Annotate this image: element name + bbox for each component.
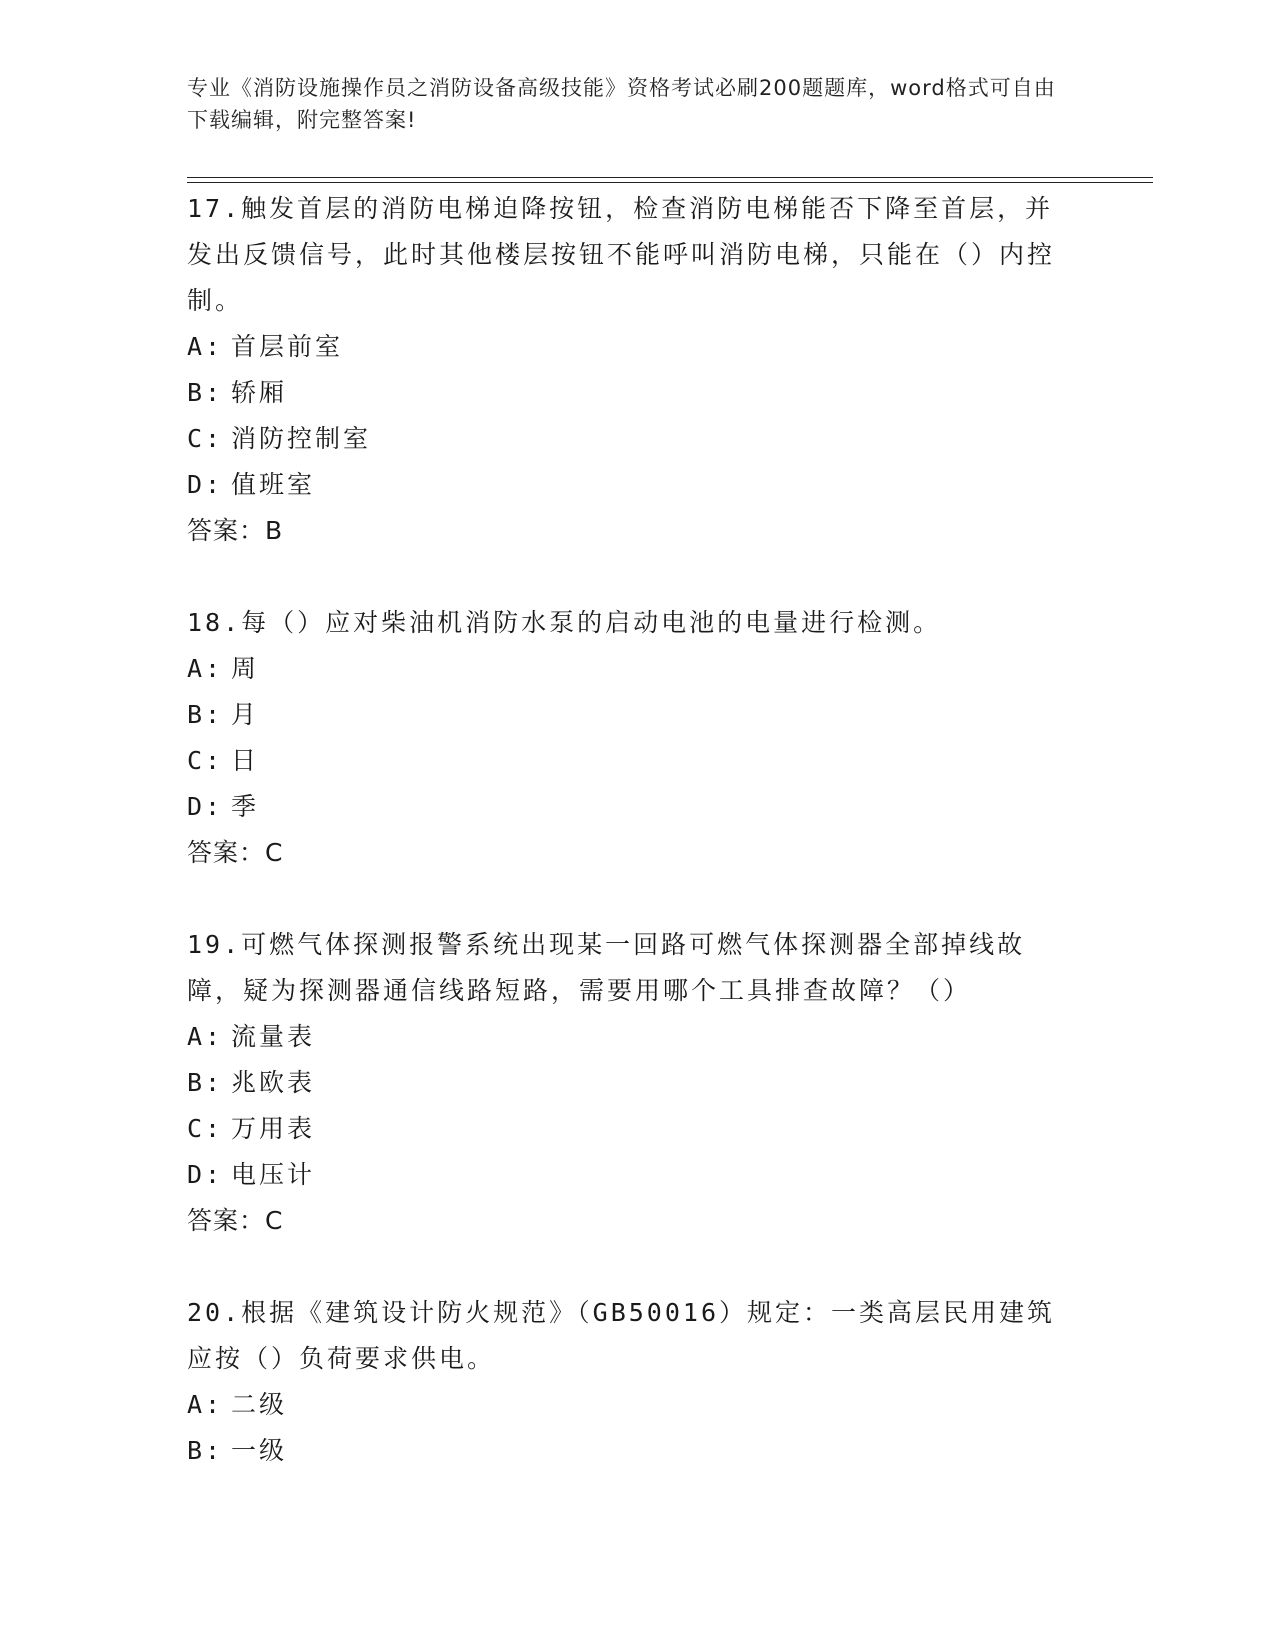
option-letter: C:: [187, 1114, 224, 1143]
option-d: [187, 1152, 1077, 1198]
spacer: [187, 1244, 1077, 1290]
option-a: [187, 1014, 1077, 1060]
option-text: 消防控制室: [231, 424, 372, 453]
spacer: [187, 876, 1077, 922]
option-letter: D:: [187, 470, 224, 499]
option-letter: D:: [187, 1160, 224, 1189]
option-text: 二级: [231, 1390, 288, 1419]
question-list: [187, 186, 1077, 1474]
option-b: [187, 1428, 1077, 1474]
option-letter: A:: [187, 1022, 224, 1051]
option-text: 兆欧表: [231, 1068, 316, 1097]
option-a: [187, 1382, 1077, 1428]
option-text: 电压计: [231, 1160, 316, 1189]
question-20: [187, 1290, 1077, 1474]
option-a: [187, 324, 1077, 370]
option-text: 一级: [231, 1436, 288, 1465]
header-rule-bottom: [187, 182, 1153, 183]
answer-text: 答案：C: [187, 1206, 284, 1235]
option-letter: A:: [187, 332, 224, 361]
option-text: 首层前室: [231, 332, 344, 361]
option-c: [187, 738, 1077, 784]
option-d: [187, 462, 1077, 508]
question-text: 20.根据《建筑设计防火规范》（GB50016）规定：一类高层民用建筑应按（）负荷要求供电。: [187, 1298, 1056, 1373]
option-letter: C:: [187, 746, 224, 775]
option-letter: A:: [187, 1390, 224, 1419]
option-letter: B:: [187, 378, 224, 407]
option-letter: B:: [187, 1436, 224, 1465]
answer-text: 答案：B: [187, 516, 284, 545]
option-letter: C:: [187, 424, 224, 453]
option-d: [187, 784, 1077, 830]
document-header: 专业《消防设施操作员之消防设备高级技能》资格考试必刷200题题库，word格式可自由下载编辑，附完整答案!: [187, 76, 1056, 132]
question-text: 18.每（）应对柴油机消防水泵的启动电池的电量进行检测。: [187, 608, 942, 637]
option-letter: B:: [187, 700, 224, 729]
question-text: 17.触发首层的消防电梯迫降按钮，检查消防电梯能否下降至首层，并发出反馈信号，此时其他楼层按钮不能呼叫消防电梯，只能在（）内控制。: [187, 194, 1056, 315]
option-a: [187, 646, 1077, 692]
question-18: [187, 600, 1077, 876]
question-17: [187, 186, 1077, 554]
option-text: 月: [231, 700, 260, 729]
answer-text: 答案：C: [187, 838, 284, 867]
option-c: [187, 1106, 1077, 1152]
option-letter: A:: [187, 654, 224, 683]
question-19: [187, 922, 1077, 1244]
question-text: 19.可燃气体探测报警系统出现某一回路可燃气体探测器全部掉线故障，疑为探测器通信线路短路，需要用哪个工具排查故障？（）: [187, 930, 1026, 1005]
spacer: [187, 554, 1077, 600]
option-text: 季: [231, 792, 260, 821]
option-text: 流量表: [231, 1022, 316, 1051]
header-rule-top: [187, 177, 1153, 178]
option-b: [187, 370, 1077, 416]
option-text: 周: [231, 654, 260, 683]
option-b: [187, 1060, 1077, 1106]
option-text: 值班室: [231, 470, 316, 499]
option-text: 万用表: [231, 1114, 316, 1143]
option-letter: D:: [187, 792, 224, 821]
option-c: [187, 416, 1077, 462]
option-text: 轿厢: [231, 378, 288, 407]
option-letter: B:: [187, 1068, 224, 1097]
option-text: 日: [231, 746, 260, 775]
option-b: [187, 692, 1077, 738]
